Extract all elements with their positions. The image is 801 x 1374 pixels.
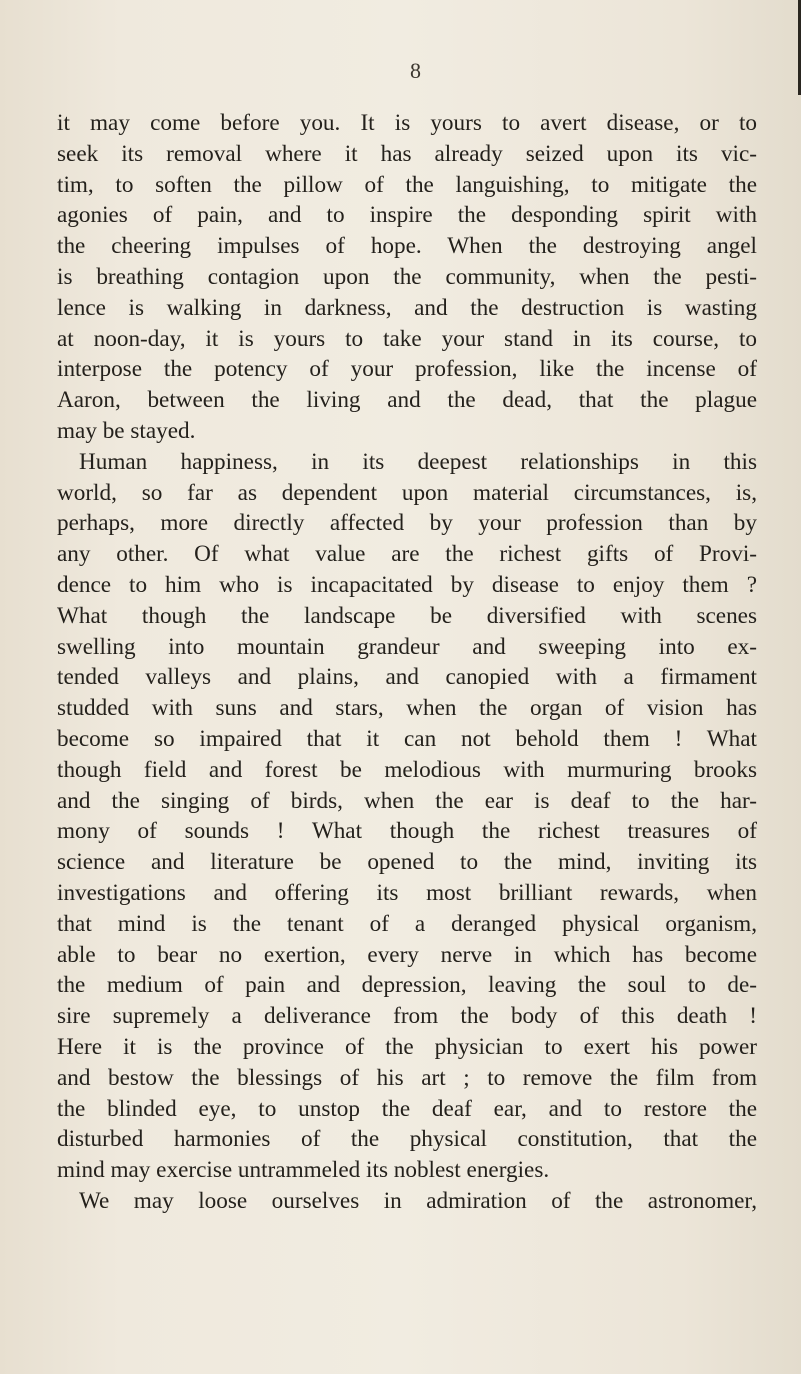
text-line: We may loose ourselves in admiration of the astronomer, [79, 1187, 757, 1214]
text-line: mind may exercise untrammeled its noblest energies. [57, 1157, 550, 1184]
text-line: become so impaired that it can not behold them ! What [57, 725, 757, 752]
text-line: seek its removal where it has already seized upon its vic- [57, 140, 757, 167]
text-line: What though the landscape be diversified with scenes [57, 602, 757, 629]
text-line: the cheering impulses of hope. When the destroying angel [57, 233, 757, 260]
text-line: studded with suns and stars, when the organ of vision has [57, 695, 757, 722]
text-line: dence to him who is incapacitated by disease to enjoy them ? [57, 571, 757, 598]
text-line: able to bear no exertion, every nerve in which has become [57, 941, 757, 968]
text-line: agonies of pain, and to inspire the desponding spirit with [57, 202, 757, 229]
text-line: the medium of pain and depression, leaving the soul to de- [57, 972, 757, 999]
text-line: Human happiness, in its deepest relationships in this [79, 448, 757, 475]
text-line: interpose the potency of your profession, like the incense of [57, 356, 757, 383]
text-line: any other. Of what value are the richest gifts of Provi- [57, 541, 757, 568]
text-line: perhaps, more directly affected by your profession than by [57, 510, 757, 537]
text-line: though field and forest be melodious with murmuring brooks [57, 756, 757, 783]
text-line: the blinded eye, to unstop the deaf ear, and to restore the [57, 1095, 757, 1122]
text-line: lence is walking in darkness, and the destruction is wasting [57, 294, 757, 321]
text-line: tended valleys and plains, and canopied with a firmament [57, 664, 757, 691]
text-line: sire supremely a deliverance from the body of this death ! [57, 1003, 757, 1030]
text-line: is breathing contagion upon the community, when the pesti- [57, 263, 757, 290]
text-line: swelling into mountain grandeur and sweeping into ex- [57, 633, 757, 660]
body-text [57, 108, 757, 1217]
text-line: at noon-day, it is yours to take your stand in its course, to [57, 325, 757, 352]
text-line: science and literature be opened to the mind, inviting its [57, 849, 757, 876]
text-line: investigations and offering its most brilliant rewards, when [57, 879, 757, 906]
text-line: disturbed harmonies of the physical constitution, that the [57, 1126, 757, 1153]
text-line: mony of sounds ! What though the richest treasures of [57, 818, 757, 845]
text-line: may be stayed. [57, 417, 196, 444]
text-line: and the singing of birds, when the ear is deaf to the har- [57, 787, 757, 814]
text-line: that mind is the tenant of a deranged physical organism, [57, 910, 757, 937]
text-line: tim, to soften the pillow of the languishing, to mitigate the [57, 171, 757, 198]
page-number: 8 [410, 58, 421, 83]
text-line: and bestow the blessings of his art ; to remove the film from [57, 1064, 757, 1091]
text-line: world, so far as dependent upon material circumstances, is, [57, 479, 757, 506]
text-line: Aaron, between the living and the dead, that the plague [57, 387, 757, 414]
text-line: it may come before you. It is yours to avert disease, or to [57, 110, 757, 136]
text-line: Here it is the province of the physician to exert his power [57, 1033, 757, 1060]
